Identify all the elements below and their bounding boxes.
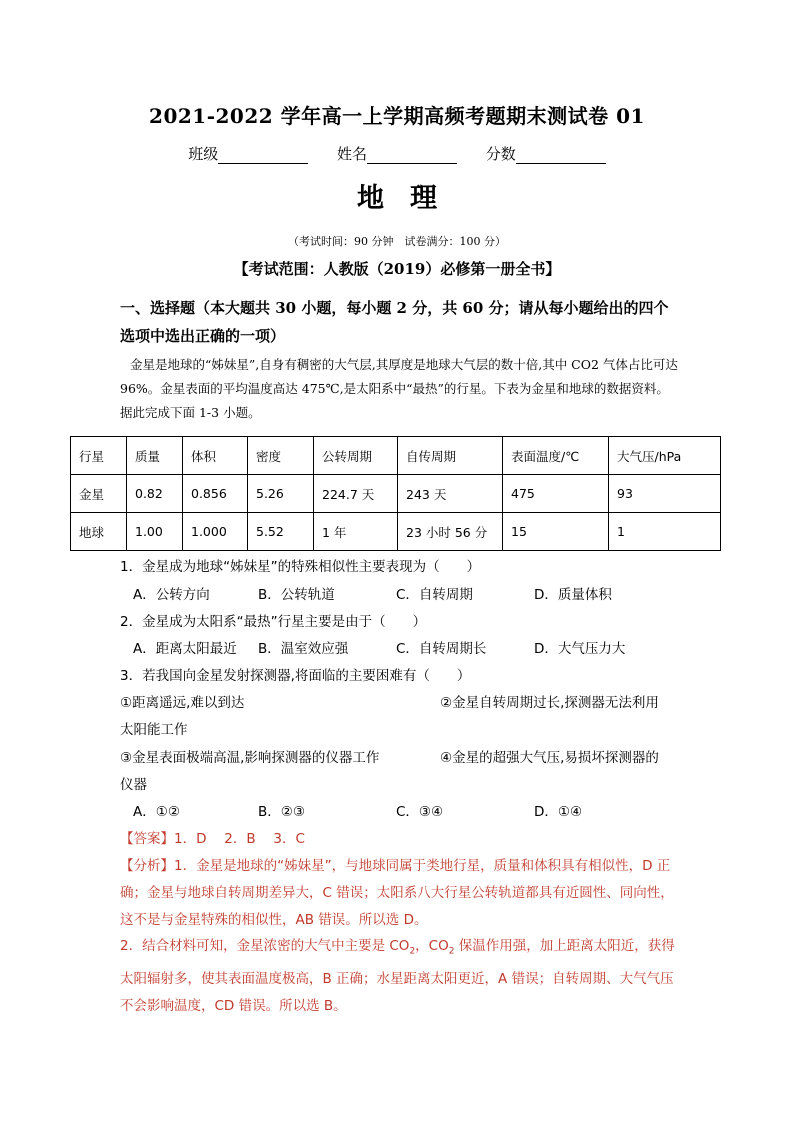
table-header-cell: 体积 xyxy=(183,437,248,475)
table-header-cell: 公转周期 xyxy=(314,437,398,475)
analysis-text-2a: 2．结合材料可知，金星浓密的大气中主要是 CO xyxy=(120,938,410,954)
name-field[interactable] xyxy=(337,143,457,164)
table-cell: 1 年 xyxy=(314,513,398,551)
statement-3: ③金星表面极端高温,影响探测器的仪器工作 xyxy=(120,750,380,766)
table-header-cell: 密度 xyxy=(248,437,314,475)
table-header-row xyxy=(71,437,721,475)
table-header-cell: 大气压/hPa xyxy=(609,437,721,475)
option-c[interactable]: C．自转周期 xyxy=(396,587,473,603)
table-row xyxy=(71,475,721,513)
table-cell: 23 小时 56 分 xyxy=(398,513,503,551)
answer-text: 1．D 2．B 3．C xyxy=(174,831,305,847)
class-label: 班级 xyxy=(188,145,219,163)
name-blank[interactable] xyxy=(367,149,457,164)
table-cell: 金星 xyxy=(71,475,127,513)
analysis-text-2c: 保温作用强，加上距离太阳近，获得太阳辐射多，使其表面温度极高，B 正确；水星距离太阳更近，A 错误；自转周期、大气气压不会影响温度，CD 错误。所以选 B。 xyxy=(120,938,675,1014)
table-cell: 224.7 天 xyxy=(314,475,398,513)
option-c[interactable]: C．③④ xyxy=(396,804,444,820)
score-field[interactable] xyxy=(486,143,606,164)
option-d[interactable]: D．①④ xyxy=(534,804,583,820)
table-cell: 0.82 xyxy=(127,475,183,513)
option-b[interactable]: B．②③ xyxy=(258,804,305,820)
table-header-cell: 行星 xyxy=(71,437,127,475)
exam-title: 2021-2022 学年高一上学期高频考题期末测试卷 01 xyxy=(149,104,645,128)
question-1-stem: 1．金星成为地球“姊妹星”的特殊相似性主要表现为（ ） xyxy=(120,559,481,575)
subscript-2: 2 xyxy=(448,946,455,957)
question-3-options xyxy=(133,800,693,822)
planet-data-table xyxy=(70,436,721,551)
question-3-stem: 3．若我国向金星发射探测器,将面临的主要困难有（ ） xyxy=(120,668,471,684)
table-cell: 15 xyxy=(503,513,609,551)
table-cell: 5.26 xyxy=(248,475,314,513)
table-cell: 1 xyxy=(609,513,721,551)
analysis-label: 【分析】 xyxy=(120,858,174,874)
table-cell: 1.000 xyxy=(183,513,248,551)
table-cell: 1.00 xyxy=(127,513,183,551)
section-heading: 一、选择题（本大题共 30 小题，每小题 2 分，共 60 分；请从每小题给出的四个选项中选出正确的一项） xyxy=(120,299,669,345)
table-cell: 5.52 xyxy=(248,513,314,551)
table-cell: 93 xyxy=(609,475,721,513)
reading-material: 金星是地球的“姊妹星”,自身有稠密的大气层,其厚度是地球大气层的数十倍,其中 CO2 气体占比可达 96%。金星表面的平均温度高达 475℃,是太阳系中“最热”的行星。下表为金星和地球的数据资料。据此完成下面 1-3 小题。 xyxy=(120,357,678,420)
question-2-stem: 2．金星成为太阳系“最热”行星主要是由于（ ） xyxy=(120,614,427,630)
exam-scope: 【考试范围：人教版（2019）必修第一册全书】 xyxy=(233,260,561,278)
subject-title: 地理 xyxy=(357,183,463,214)
table-header-cell: 自传周期 xyxy=(398,437,503,475)
statement-2: ②金星自转周期过长,探测器无法利用 xyxy=(440,695,659,711)
analysis-block-2 xyxy=(120,933,680,1020)
statement-4-continued: 仪器 xyxy=(120,777,147,793)
table-cell: 243 天 xyxy=(398,475,503,513)
table-cell: 475 xyxy=(503,475,609,513)
answer-block xyxy=(120,827,680,847)
table-cell: 地球 xyxy=(71,513,127,551)
score-blank[interactable] xyxy=(516,149,606,164)
analysis-text-2b: ，CO xyxy=(415,938,449,954)
analysis-block-1 xyxy=(120,853,680,934)
table-row xyxy=(71,513,721,551)
statement-4: ④金星的超强大气压,易损坏探测器的 xyxy=(440,750,659,766)
table-cell: 0.856 xyxy=(183,475,248,513)
subscript-2: 2 xyxy=(409,946,416,957)
table-header-cell: 质量 xyxy=(127,437,183,475)
question-1-options xyxy=(133,583,693,605)
question-2-options xyxy=(133,637,693,659)
analysis-text-1: 1．金星是地球的“姊妹星”，与地球同属于类地行星，质量和体积具有相似性，D 正确；金星与地球自转周期差异大，C 错误；太阳系八大行星公转轨道都具有近圆性、同向性，这不是与金星特殊的相似性，AB 错误。所以选 D。 xyxy=(120,858,674,928)
class-field[interactable] xyxy=(188,143,308,164)
exam-time: （考试时间：90 分钟 试卷满分：100 分） xyxy=(288,235,506,248)
option-a[interactable]: A．距离太阳最近 xyxy=(133,641,237,657)
class-blank[interactable] xyxy=(218,149,308,164)
student-info-row xyxy=(0,143,794,164)
option-b[interactable]: B．温室效应强 xyxy=(258,641,349,657)
table-header-cell: 表面温度/℃ xyxy=(503,437,609,475)
name-label: 姓名 xyxy=(336,145,367,163)
statement-2-continued: 太阳能工作 xyxy=(120,722,188,738)
option-a[interactable]: A．①② xyxy=(133,804,180,820)
option-d[interactable]: D．质量体积 xyxy=(534,587,612,603)
option-d[interactable]: D．大气压力大 xyxy=(534,641,626,657)
option-b[interactable]: B．公转轨道 xyxy=(258,587,335,603)
statement-1: ①距离遥远,难以到达 xyxy=(120,695,245,711)
option-c[interactable]: C．自转周期长 xyxy=(396,641,487,657)
option-a[interactable]: A．公转方向 xyxy=(133,587,210,603)
answer-label: 【答案】 xyxy=(120,831,174,847)
score-label: 分数 xyxy=(485,145,516,163)
